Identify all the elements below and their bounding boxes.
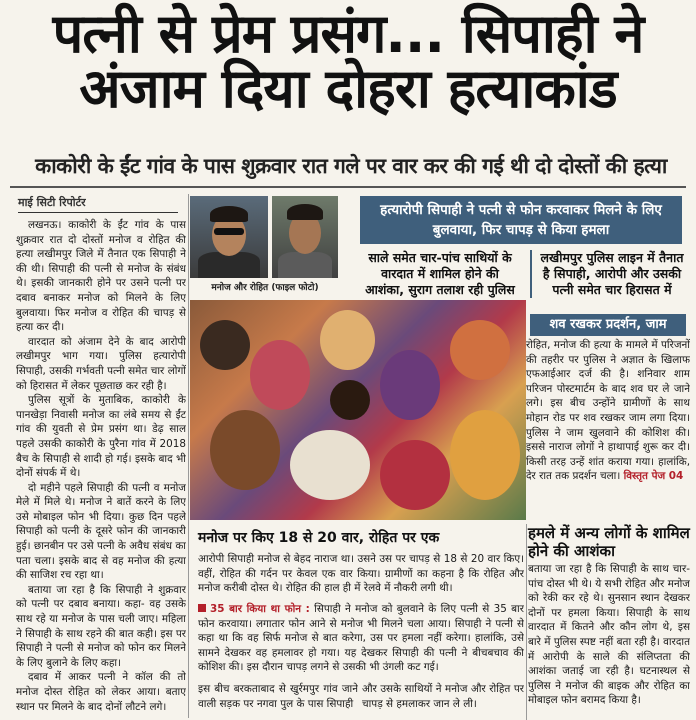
subheadline: काकोरी के ईंट गांव के पास शुक्रवार रात गले पर वार कर की गई थी दो दोस्तों की हत्या bbox=[35, 154, 667, 178]
paragraph: वारदात को अंजाम देने के बाद आरोपी लखीमपुर भाग गया। पुलिस हत्यारोपी सिपाही, उसकी गर्भवती पत्नी समेत चार लोगों को हिरासत में लेकर पूछताछ कर रही है। bbox=[16, 335, 186, 392]
byline: माई सिटी रिपोर्टर bbox=[18, 195, 178, 213]
bottom-mid-text: और उसके साथियों ने मनोज और रोहित पर चापड़ से हमलाकर जान ले ली। bbox=[362, 683, 524, 710]
bullet-square-icon bbox=[198, 604, 206, 612]
headline-line-1: पत्नी से प्रेम प्रसंग... सिपाही ने bbox=[52, 2, 644, 65]
column-protest bbox=[526, 338, 690, 518]
paragraph: दबाव में आकर पत्नी ने कॉल की तो मनोज दोस्त रोहित को लेकर आया। बताए स्थान पर मिलने के बाद दोनों लौटने लगे। bbox=[16, 671, 186, 713]
protest-text: रोहित, मनोज की हत्या के मामले में परिजनों की तहरीर पर पुलिस ने अज्ञात के खिलाफ एफआईआर दर्ज की है। शनिवार शाम परिजन पोस्टमार्टम के बाद शव घर ले जाने लगे। इस बीच उन्होंने ग्रामीणों के साथ मोहान रोड पर शव रखकर जाम लगा दिया। पुलिस ने जाम खुलवाने की कोशिश की। इससे नाराज लोगों ने हाथापाई शुरू कर दी। किसी तरह उन्हें शांत कराया गया। हालांकि, देर रात तक प्रदर्शन चला। bbox=[526, 339, 690, 483]
protest-tag: शव रखकर प्रदर्शन, जाम bbox=[530, 314, 686, 336]
paragraph: आरोपी सिपाही मनोज से बेहद नाराज था। उसने उस पर चापड़ से 18 से 20 वार किए। वहीं, रोहित की गर्दन पर केवल एक वार किया। ग्रामीणों का कहना है कि रोहित और मनोज करीबी दोस्त थे। रोहित की हाल ही में रेलवे में नौकरी लगी थी। bbox=[198, 553, 524, 595]
column-suspects: बताया जा रहा है कि सिपाही के साथ चार-पांच दोस्त भी थे। ये सभी रोहित और मनोज को रेकी कर रहे थे। सुनसान स्थान देखकर दोनों पर हमला किया। सिपाही के साथ वारदात में कितने और कौन लोग थे, इस बारे में पुलिस स्पष्ट नहीं बता रही है। वारदात में आरोपी के साले की संलिप्तता की आशंका जताई जा रही है। घटनास्थल से पुलिस ने मनोज की बाइक और रोहित का मोबाइल फोन बरामद किया है। bbox=[528, 563, 690, 707]
headline bbox=[8, 2, 688, 121]
pull-quote-custody: लखीमपुर पुलिस लाइन में तैनात है सिपाही, आरोपी और उसकी पत्नी समेत चार हिरासत में bbox=[530, 250, 688, 298]
paragraph: बताया जा रहा है कि सिपाही ने शुक्रवार को पत्नी पर दबाव बनाया। कहा- वह उसके साथ रहे या मनोज के पास चली जाए। महिला ने सिपाही के साथ रहने की बात कही। इस पर सिपाही ने पत्नी से मनोज को फोन कर मिलने के लिए बुलाने के लिए कहा। bbox=[16, 583, 186, 669]
column-divider bbox=[188, 194, 189, 718]
protest-crowd-photo bbox=[190, 300, 526, 520]
pull-quote-suspects: साले समेत चार-पांच साथियों के वारदात में शामिल होने की आशंका, सुराग तलाश रही पुलिस bbox=[365, 250, 515, 297]
column-main-story bbox=[16, 218, 186, 716]
box-paragraph-2 bbox=[198, 602, 524, 678]
victim-photo-rohit bbox=[272, 196, 338, 278]
side-headline: हमले में अन्य लोगों के शामिल होने की आशंका bbox=[528, 524, 690, 560]
divider bbox=[10, 186, 686, 188]
bottom-left-text: इस बीच बरकताबाद से खुर्रमपुर गांव जाने वाली सड़क पर नगवा पुल के पास सिपाही bbox=[198, 683, 358, 710]
box-headline: मनोज पर किए 18 से 20 वार, रोहित पर एक bbox=[198, 530, 440, 546]
highlight-box: हत्यारोपी सिपाही ने पत्नी से फोन करवाकर मिलने के लिए बुलवाया, फिर चापड़ से किया हमला bbox=[360, 196, 682, 244]
paragraph: सिपाही ने मनोज को बुलवाने के लिए पत्नी से 35 बार फोन करवाया। लगातार फोन आने से मनोज भी मिलने चला आया। सिपाही ने पत्नी से कहा था कि वह सिर्फ मनोज से बात करेगा, उस पर हमला नहीं करेगा। हालांकि, उसे सामने देखकर वह हमलावर हो गया। यह देखकर सिपाही की पत्नी ने बीचबचाव की कोशिश की। इस दौरान चापड़ लगने से उसकी भी उंगली कट गई। bbox=[198, 603, 524, 674]
paragraph: लखनऊ। काकोरी के ईंट गांव के पास शुक्रवार रात दो दोस्तों मनोज व रोहित की हत्या लखीमपुर जिले में तैनात एक सिपाही ने की थी। सिपाही की पत्नी से मनोज के संबंध थे। इसकी जानकारी होने पर उसने पत्नी पर दबाव बनाकर मनोज को मिलने के लिए बुलवाया। फिर मनोज व रोहित की चापड़ से हत्या कर दी। bbox=[16, 219, 186, 334]
column-divider bbox=[526, 524, 527, 720]
victim-photo-manoj bbox=[190, 196, 268, 278]
page-reference: विस्तृत पेज 04 bbox=[623, 470, 684, 483]
bullet-lead: 35 बार किया था फोन : bbox=[210, 603, 310, 615]
box-paragraph-1 bbox=[198, 552, 524, 600]
paragraph: पुलिस सूत्रों के मुताबिक, काकोरी के पानखेड़ा निवासी मनोज का लंबे समय से ईंट गांव की युवती से प्रेम प्रसंग था। डेढ़ साल पहले उसकी काकोरी के पुरैना गांव में 2018 बैच के सिपाही से शादी हो गई। इसके बाद भी दोनों संपर्क में थे। bbox=[16, 394, 186, 480]
headline-line-2: अंजाम दिया दोहरा हत्याकांड bbox=[79, 57, 617, 121]
paragraph: दो महीने पहले सिपाही की पत्नी व मनोज मेले में मिले थे। मनोज ने बातें करने के लिए उसे मोबाइल फोन भी दिया। कुछ दिन पहले सिपाही को पत्नी के दूसरे फोन की जानकारी हुई। छानबीन पर उसे पत्नी के अवैध संबंध का पता चला। इसके बाद से वह मनोज की हत्या की साजिश रच रहा था। bbox=[16, 481, 186, 582]
photo-caption: मनोज और रोहित (फाइल फोटो) bbox=[211, 283, 319, 293]
